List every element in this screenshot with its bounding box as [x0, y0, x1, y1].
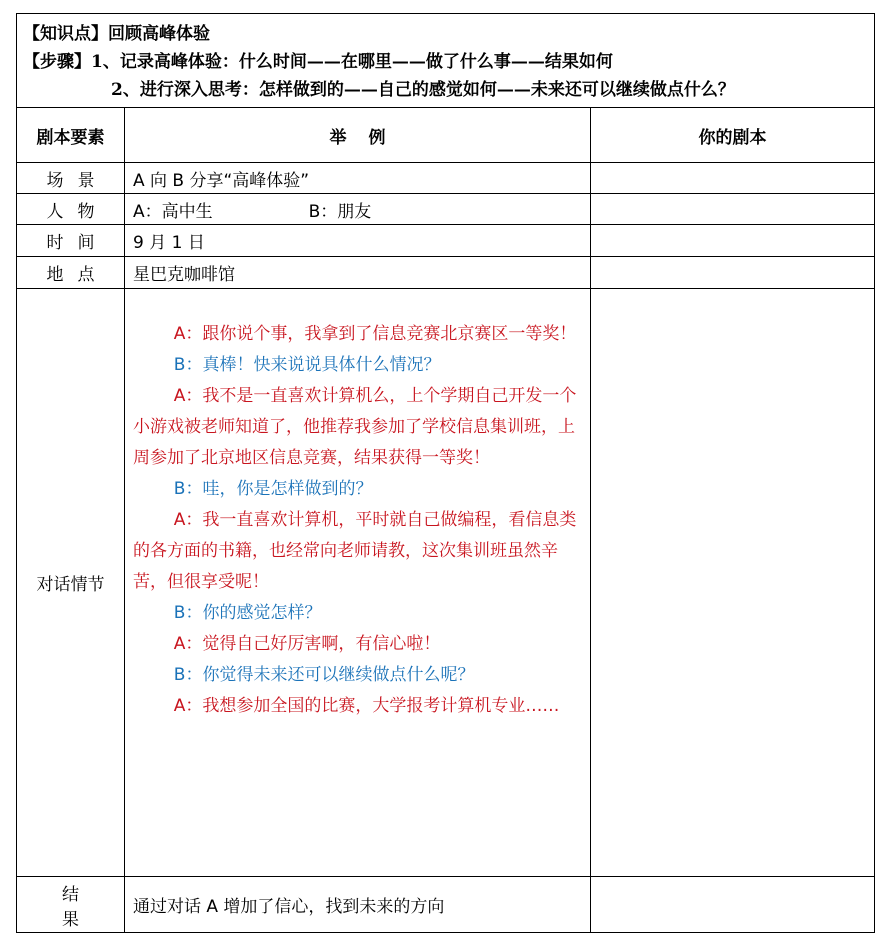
- dialogue-line: A：我不是一直喜欢计算机么，上个学期自己开发一个小游戏被老师知道了，他推荐我参加了学校信息集训班，上周参加了北京地区信息竞赛，结果获得一等奖！: [133, 386, 577, 468]
- scene-script-cell[interactable]: [591, 163, 875, 194]
- table-row-time: [17, 225, 875, 257]
- dialogue-cell: [125, 289, 591, 877]
- header-element: 剧本要素: [17, 108, 125, 163]
- table-row-people: [17, 194, 875, 225]
- time-script-cell[interactable]: [591, 225, 875, 257]
- scene-value: A 向 B 分享“高峰体验”: [125, 163, 591, 194]
- people-value: [125, 194, 591, 225]
- dialogue-line: A：我想参加全国的比赛，大学报考计算机专业……: [173, 696, 560, 716]
- table-row-place: [17, 257, 875, 289]
- result-label: 结果: [17, 877, 125, 933]
- knowledge-point: 【知识点】回顾高峰体验: [23, 23, 210, 44]
- intro-row: [17, 14, 875, 108]
- dialogue-lines: [133, 319, 582, 722]
- dialogue-line: B：真棒！快来说说具体什么情况？: [173, 355, 441, 375]
- header-example-text: 举例: [329, 127, 408, 148]
- dialogue-line: A：跟你说个事，我拿到了信息竞赛北京赛区一等奖！: [173, 324, 577, 344]
- result-value: 通过对话 A 增加了信心，找到未来的方向: [125, 877, 591, 933]
- intro-cell: [17, 14, 875, 108]
- table-row-result: [17, 877, 875, 933]
- dialogue-line: A：我一直喜欢计算机，平时就自己做编程，看信息类的各方面的书籍，也经常向老师请教，这次集训班虽然辛苦，但很享受呢！: [133, 510, 577, 592]
- header-row: [17, 108, 875, 163]
- script-table: [16, 13, 875, 933]
- person-a: A：高中生: [133, 201, 213, 222]
- header-example: [125, 108, 591, 163]
- dialogue-label: 对话情节: [17, 289, 125, 877]
- script-worksheet: [16, 13, 874, 936]
- scene-label: 场景: [17, 163, 125, 194]
- result-script-cell[interactable]: [591, 877, 875, 933]
- table-row-dialogue: [17, 289, 875, 877]
- dialogue-line: A：觉得自己好厉害啊，有信心啦！: [173, 634, 441, 654]
- header-yours: 你的剧本: [591, 108, 875, 163]
- place-label: 地点: [17, 257, 125, 289]
- place-script-cell[interactable]: [591, 257, 875, 289]
- time-label: 时间: [17, 225, 125, 257]
- place-value: 星巴克咖啡馆: [125, 257, 591, 289]
- dialogue-script-cell[interactable]: [591, 289, 875, 877]
- people-script-cell[interactable]: [591, 194, 875, 225]
- people-label: 人物: [17, 194, 125, 225]
- dialogue-line: B：你的感觉怎样？: [173, 603, 322, 623]
- dialogue-line: B：你觉得未来还可以继续做点什么呢？: [173, 665, 475, 685]
- time-value: 9 月 1 日: [125, 225, 591, 257]
- person-b: B：朋友: [308, 201, 372, 222]
- table-row-scene: [17, 163, 875, 194]
- dialogue-line: B：哇，你是怎样做到的？: [173, 479, 373, 499]
- step-two: 2、进行深入思考：怎样做到的——自己的感觉如何——未来还可以继续做点什么？: [111, 79, 735, 100]
- step-one: 【步骤】1、记录高峰体验：什么时间——在哪里——做了什么事——结果如何: [23, 51, 613, 72]
